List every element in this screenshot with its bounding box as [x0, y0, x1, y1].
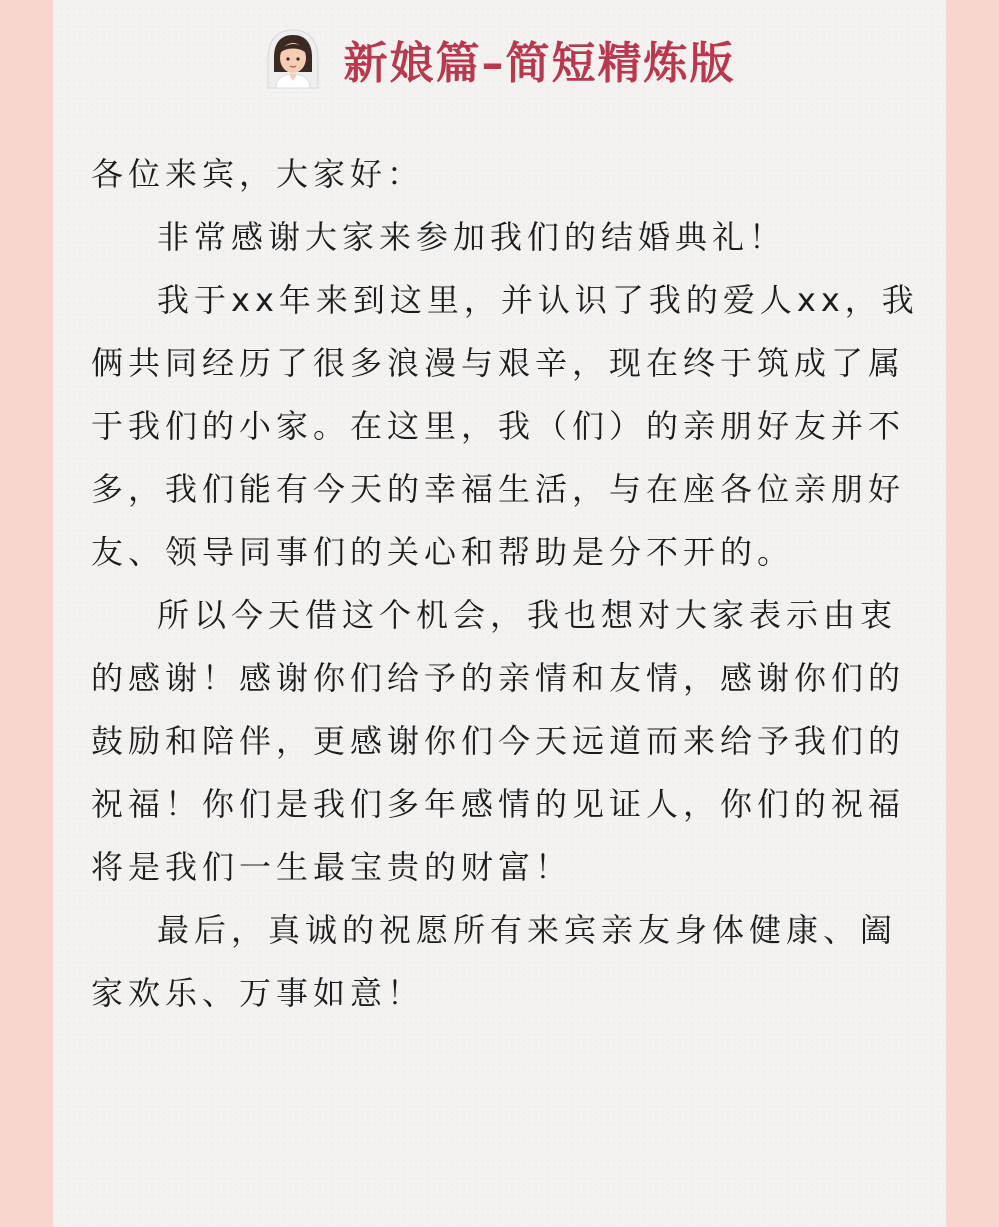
greeting: 各位来宾，大家好：	[91, 155, 425, 193]
paragraph: 我于xx年来到这里，并认识了我的爱人xx，我俩共同经历了很多浪漫与艰辛，现在终于筑成了属于我们的小家。在这里，我（们）的亲朋好友并不多，我们能有今天的幸福生活，与在座各位亲朋好友、领导同事们的关心和帮助是分不开的。	[91, 281, 919, 571]
paragraph: 最后，真诚的祝愿所有来宾亲友身体健康、阖家欢乐、万事如意！	[91, 911, 898, 1012]
paragraph: 所以今天借这个机会，我也想对大家表示由衷的感谢！感谢你们给予的亲情和友情，感谢你们的鼓励和陪伴，更感谢你们今天远道而来给予我们的祝福！你们是我们多年感情的见证人，你们的祝福将是我们一生最宝贵的财富！	[91, 596, 906, 886]
page-title: 新娘篇–简短精炼版	[343, 38, 736, 89]
paper-background	[53, 0, 946, 1227]
title-row	[53, 26, 946, 92]
speech-body	[91, 143, 921, 1025]
bride-with-veil-icon	[264, 28, 322, 90]
paragraph: 非常感谢大家来参加我们的结婚典礼！	[157, 218, 787, 256]
